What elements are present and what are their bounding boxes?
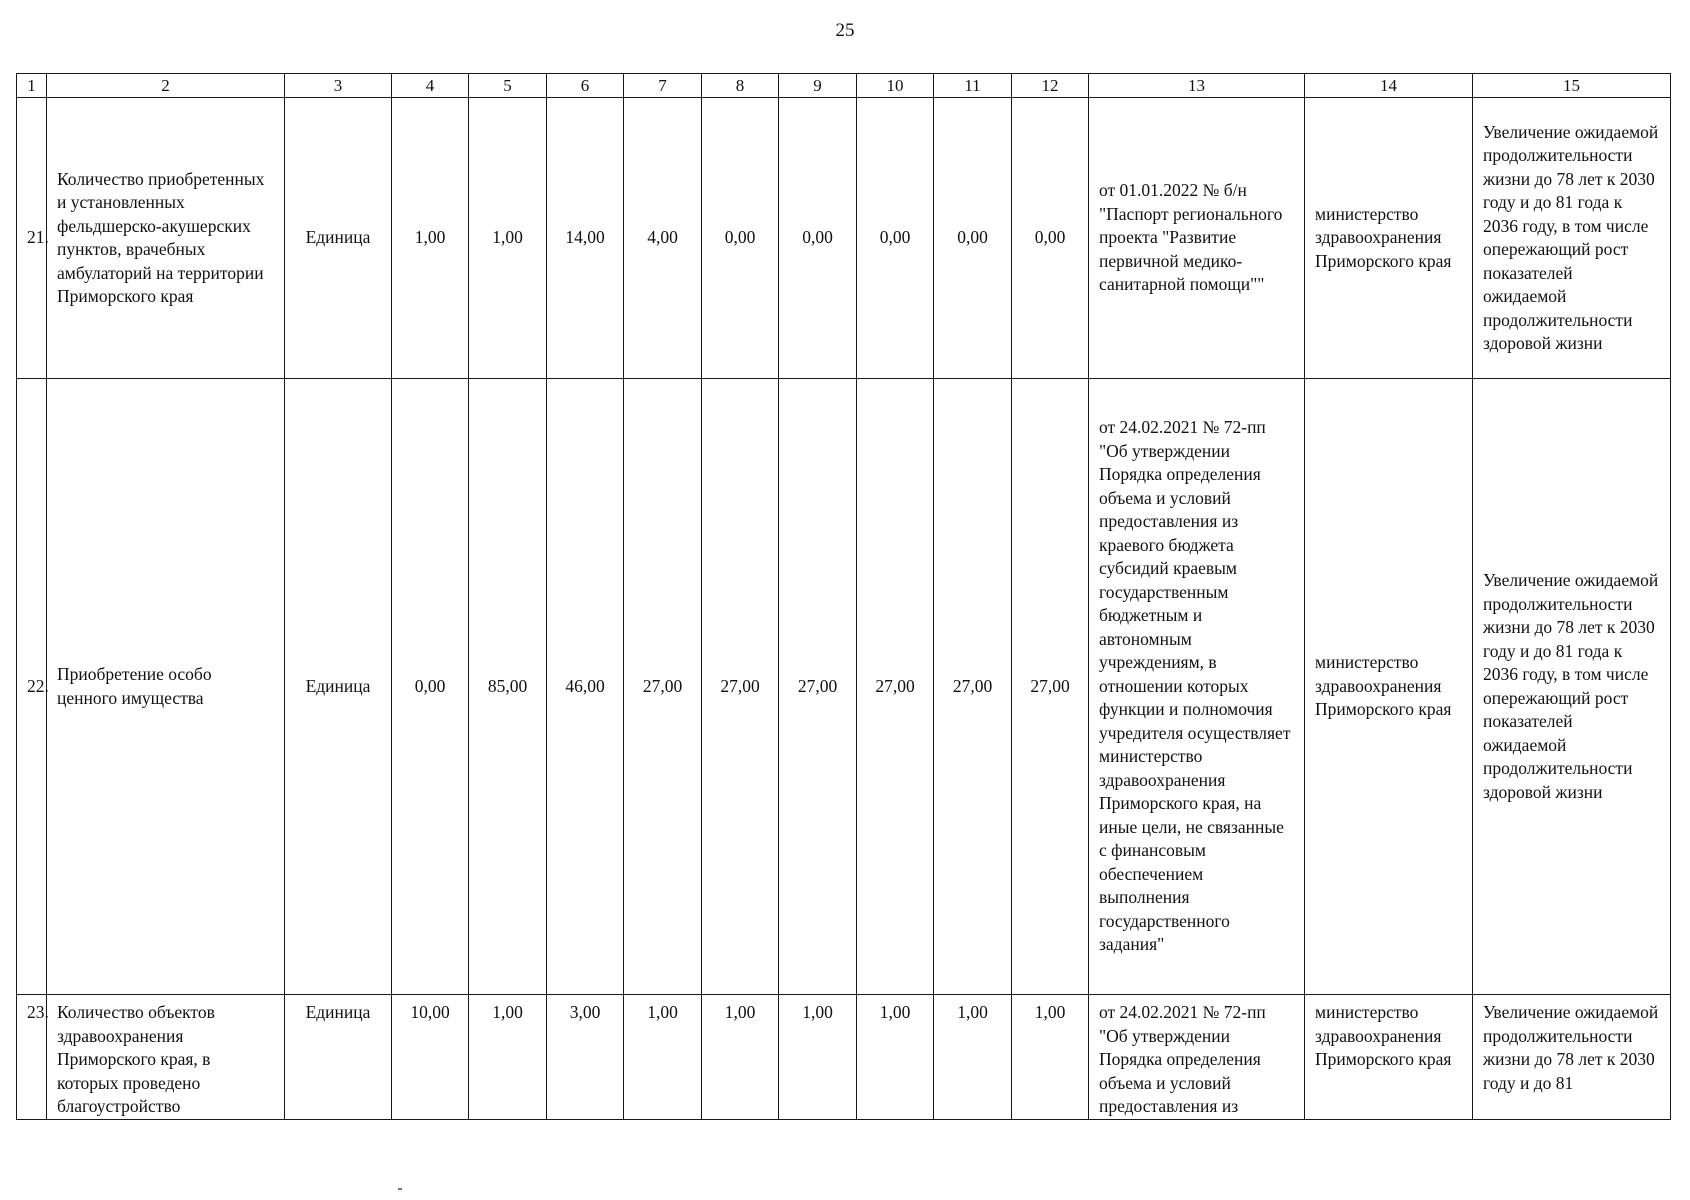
- header-cell-4: 4: [392, 74, 469, 98]
- indicator-name: Приобретение особо ценного имущества: [47, 379, 285, 995]
- value-cell: 0,00: [857, 98, 934, 379]
- header-cell-10: 10: [857, 74, 934, 98]
- header-cell-14: 14: [1305, 74, 1473, 98]
- value-cell: 1,00: [779, 995, 857, 1120]
- goal-cell: Увеличение ожидаемой продолжительности жизни до 78 лет к 2030 году и до 81 года к 2036 году, в том числе опережающий рост показателей ожидаемой продолжительности здоровой жизни: [1473, 98, 1671, 379]
- indicator-name: Количество приобретенных и установленных фельдшерско-акушерских пунктов, врачебных амбулаторий на территории Приморского края: [47, 98, 285, 379]
- value-cell: 1,00: [934, 995, 1012, 1120]
- indicator-table-container: [16, 73, 1671, 1120]
- value-cell: 0,00: [1012, 98, 1089, 379]
- table-row: [17, 98, 1671, 379]
- value-cell: 85,00: [469, 379, 547, 995]
- unit-cell: Единица: [285, 98, 392, 379]
- value-cell: 1,00: [624, 995, 702, 1120]
- unit-cell: Единица: [285, 995, 392, 1120]
- value-cell: 4,00: [624, 98, 702, 379]
- header-cell-11: 11: [934, 74, 1012, 98]
- header-cell-9: 9: [779, 74, 857, 98]
- value-cell: 1,00: [702, 995, 779, 1120]
- document-cell: от 24.02.2021 № 72-пп "Об утверждении Порядка определения объема и условий предоставления из краевого бюджета субсидий краевым государственным бюджетным и автономным учреждениям, в отношении которых функции и полномочия учредителя осуществляет министерство здравоохранения Приморского края, на иные цели, не связанные с финансовым обеспечением выполнения государственного задания": [1089, 379, 1305, 995]
- header-cell-3: 3: [285, 74, 392, 98]
- column-number-header-row: [17, 74, 1671, 98]
- header-cell-2: 2: [47, 74, 285, 98]
- page-number: 25: [835, 20, 855, 41]
- goal-cell: Увеличение ожидаемой продолжительности жизни до 78 лет к 2030 году и до 81: [1473, 995, 1671, 1120]
- value-cell: 0,00: [702, 98, 779, 379]
- responsible-cell: министерство здравоохранения Приморского края: [1305, 379, 1473, 995]
- header-cell-8: 8: [702, 74, 779, 98]
- value-cell: 27,00: [624, 379, 702, 995]
- value-cell: 1,00: [392, 98, 469, 379]
- value-cell: 1,00: [1012, 995, 1089, 1120]
- responsible-cell: министерство здравоохранения Приморского края: [1305, 98, 1473, 379]
- header-cell-1: 1: [17, 74, 47, 98]
- goal-cell: Увеличение ожидаемой продолжительности жизни до 78 лет к 2030 году и до 81 года к 2036 году, в том числе опережающий рост показателей ожидаемой продолжительности здоровой жизни: [1473, 379, 1671, 995]
- table-row: [17, 995, 1671, 1120]
- indicator-table: [16, 73, 1671, 1120]
- indicator-name: Количество объектов здравоохранения Приморского края, в которых проведено благоустройство: [47, 995, 285, 1120]
- value-cell: 27,00: [702, 379, 779, 995]
- value-cell: 3,00: [547, 995, 624, 1120]
- header-cell-15: 15: [1473, 74, 1671, 98]
- row-number: 21.: [17, 98, 47, 379]
- header-cell-12: 12: [1012, 74, 1089, 98]
- value-cell: 10,00: [392, 995, 469, 1120]
- value-cell: 1,00: [857, 995, 934, 1120]
- value-cell: 27,00: [1012, 379, 1089, 995]
- value-cell: 1,00: [469, 995, 547, 1120]
- value-cell: 27,00: [779, 379, 857, 995]
- table-row: [17, 379, 1671, 995]
- row-number: 23.: [17, 995, 47, 1120]
- value-cell: 27,00: [934, 379, 1012, 995]
- unit-cell: Единица: [285, 379, 392, 995]
- row-number: 22.: [17, 379, 47, 995]
- scan-artifact-dot: [398, 1188, 402, 1190]
- document-cell: от 24.02.2021 № 72-пп "Об утверждении Порядка определения объема и условий предоставления из: [1089, 995, 1305, 1120]
- value-cell: 1,00: [469, 98, 547, 379]
- value-cell: 14,00: [547, 98, 624, 379]
- responsible-cell: министерство здравоохранения Приморского края: [1305, 995, 1473, 1120]
- value-cell: 27,00: [857, 379, 934, 995]
- document-cell: от 01.01.2022 № б/н "Паспорт регионального проекта "Развитие первичной медико-санитарной помощи"": [1089, 98, 1305, 379]
- value-cell: 0,00: [392, 379, 469, 995]
- value-cell: 0,00: [934, 98, 1012, 379]
- header-cell-6: 6: [547, 74, 624, 98]
- header-cell-5: 5: [469, 74, 547, 98]
- value-cell: 46,00: [547, 379, 624, 995]
- value-cell: 0,00: [779, 98, 857, 379]
- header-cell-13: 13: [1089, 74, 1305, 98]
- header-cell-7: 7: [624, 74, 702, 98]
